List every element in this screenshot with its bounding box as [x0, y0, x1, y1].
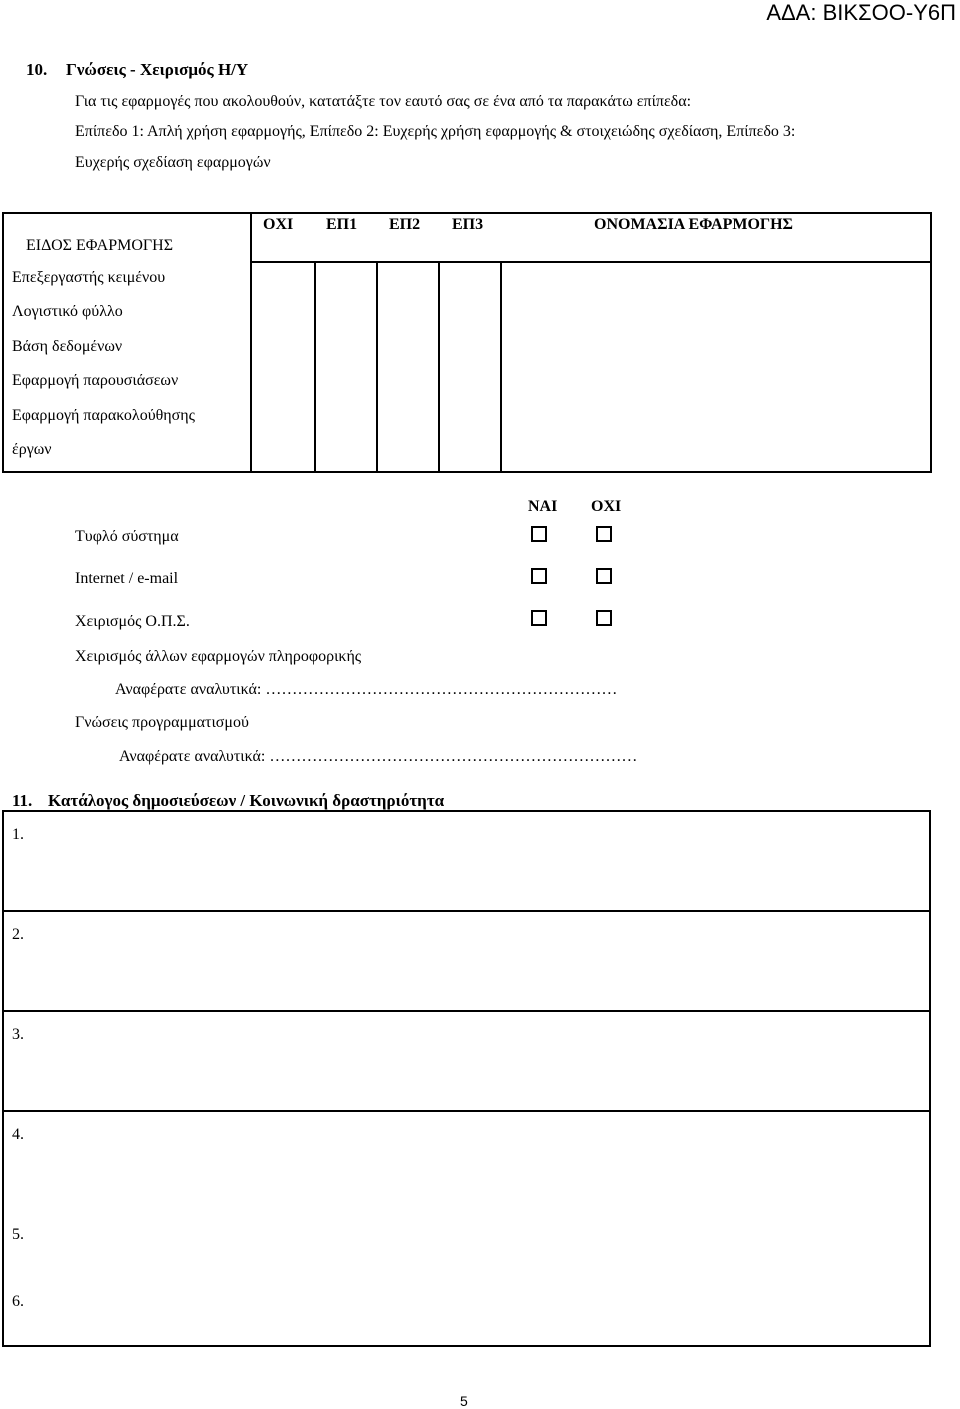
publication-box[interactable]: [2, 910, 931, 1012]
table-divider-2: [314, 261, 316, 473]
no-header: ΟΧΙ: [591, 498, 622, 515]
column-header-lvl2: ΕΠ2: [389, 216, 421, 233]
ada-code: ΑΔΑ: ΒΙΚΣΟΟ-Υ6Π: [766, 0, 956, 25]
publication-number: 2.: [12, 926, 24, 943]
column-header-app-name: ΟΝΟΜΑΣΙΑ ΕΦΑΡΜΟΓΗΣ: [594, 216, 793, 233]
table-bottom-border: [2, 471, 932, 473]
section-10-intro-3: Ευχερής σχεδίαση εφαρμογών: [75, 154, 271, 171]
programming-label: Γνώσεις προγραμματισμού: [75, 714, 249, 731]
table-divider-1: [250, 212, 252, 473]
programming-detail[interactable]: Αναφέρατε αναλυτικά: ……………………………………………………………: [119, 748, 638, 765]
yes-header: ΝΑΙ: [528, 498, 558, 515]
publication-number: 5.: [12, 1226, 24, 1243]
table-left-border: [2, 212, 4, 473]
yesno-item-internet: Internet / e-mail: [75, 570, 179, 587]
app-row-label: Εφαρμογή παρουσιάσεων: [12, 372, 179, 389]
column-header-no: ΟΧΙ: [263, 216, 294, 233]
section-10-number: 10.: [26, 60, 48, 79]
yes-checkbox[interactable]: [531, 568, 547, 584]
app-row-label: Επεξεργαστής κειμένου: [12, 269, 166, 286]
yesno-item-ops: Χειρισμός Ο.Π.Σ.: [75, 613, 190, 630]
app-row-label: Λογιστικό φύλλο: [12, 303, 123, 320]
column-header-lvl1: ΕΠ1: [326, 216, 358, 233]
app-row-label-cont: έργων: [12, 441, 52, 458]
section-10-title: Γνώσεις - Χειρισμός Η/Υ: [66, 60, 249, 79]
publication-number: 6.: [12, 1293, 24, 1310]
yes-checkbox[interactable]: [531, 526, 547, 542]
section-11-number: 11.: [12, 791, 33, 810]
publication-box[interactable]: [2, 1110, 931, 1347]
publication-number: 1.: [12, 826, 24, 843]
other-apps-detail[interactable]: Αναφέρατε αναλυτικά: …………………………………………………………: [115, 681, 618, 698]
publication-box[interactable]: [2, 810, 931, 912]
app-row-label: Βάση δεδομένων: [12, 338, 123, 355]
section-10-intro-1: Για τις εφαρμογές που ακολουθούν, κατατάξτε τον εαυτό σας σε ένα από τα παρακάτω επίπεδα:: [75, 93, 692, 110]
no-checkbox[interactable]: [596, 568, 612, 584]
app-type-header: ΕΙΔΟΣ ΕΦΑΡΜΟΓΗΣ: [26, 237, 174, 254]
table-header-divider: [250, 261, 932, 263]
no-checkbox[interactable]: [596, 526, 612, 542]
no-checkbox[interactable]: [596, 610, 612, 626]
table-divider-3: [376, 261, 378, 473]
table-top-border: [2, 212, 932, 214]
table-divider-5: [500, 261, 502, 473]
page-number: 5: [460, 1393, 468, 1409]
table-divider-4: [438, 261, 440, 473]
app-row-label: Εφαρμογή παρακολούθησης: [12, 407, 195, 424]
publication-number: 3.: [12, 1026, 24, 1043]
publication-box[interactable]: [2, 1010, 931, 1112]
table-right-border: [930, 212, 932, 473]
publication-number: 4.: [12, 1126, 24, 1143]
section-11-title: Κατάλογος δημοσιεύσεων / Κοινωνική δραστηριότητα: [48, 791, 445, 810]
column-header-lvl3: ΕΠ3: [452, 216, 484, 233]
section-10-intro-2: Επίπεδο 1: Απλή χρήση εφαρμογής, Επίπεδο 2: Ευχερής χρήση εφαρμογής & στοιχειώδης σχεδίαση, Επίπεδο 3:: [75, 123, 796, 140]
other-apps-label: Χειρισμός άλλων εφαρμογών πληροφορικής: [75, 648, 362, 665]
yesno-item-touch-typing: Τυφλό σύστημα: [75, 528, 179, 545]
yes-checkbox[interactable]: [531, 610, 547, 626]
